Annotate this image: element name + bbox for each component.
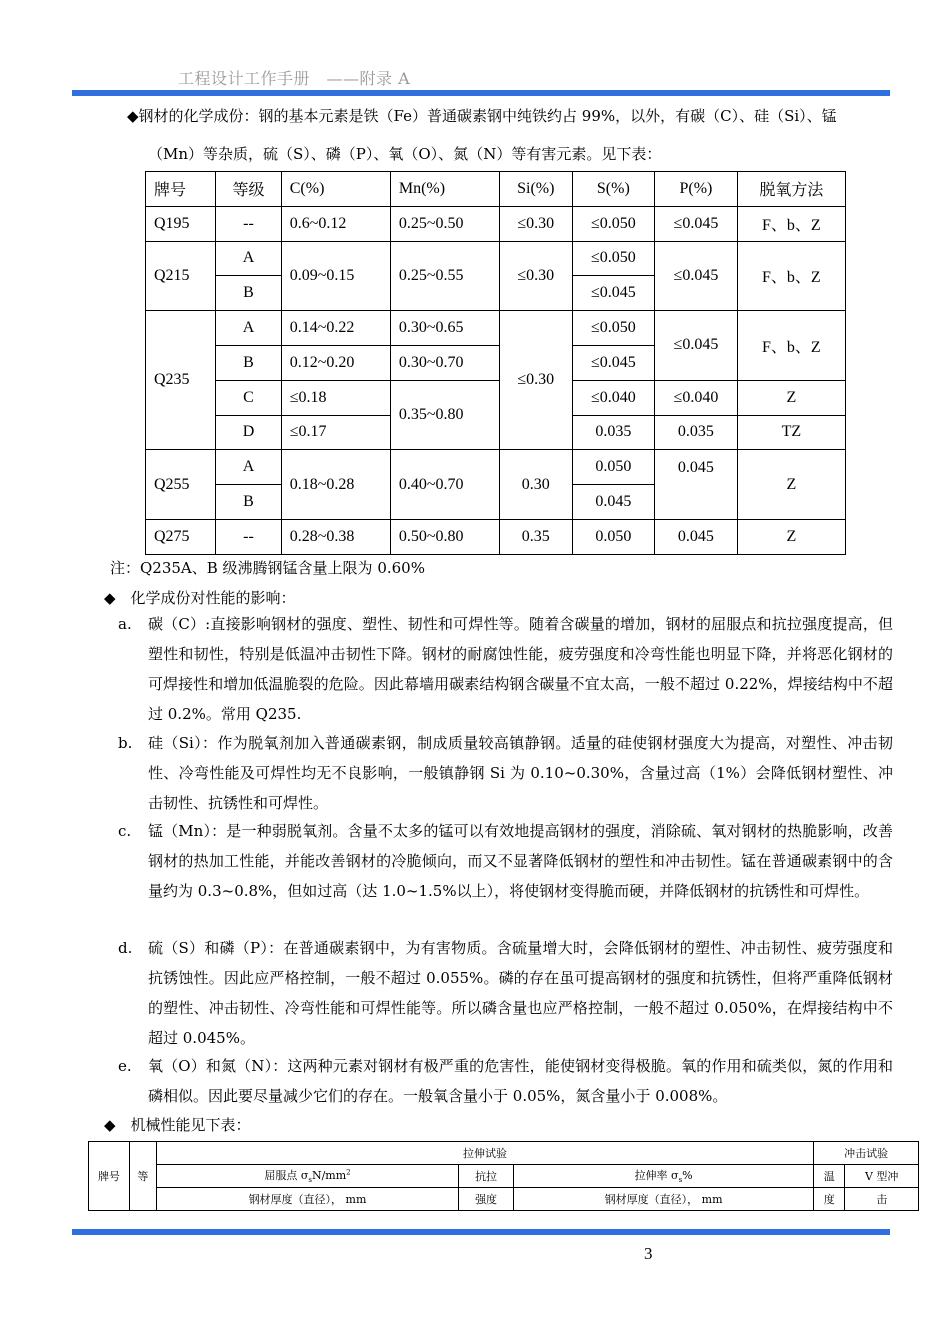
item-text-oxygen-nitrogen: 氧（O）和氮（N）：这两种元素对钢材有极严重的危害性，能使钢材变得极脆。氧的作用和硫类似，氮的作用和磷相似。因此要尽量减少它们的存在。一般氧含量小于 0.05%，氮含量小于 0.008%。 (148, 1057, 893, 1105)
chemical-composition-table (145, 171, 846, 555)
table-cell: ≤0.040 (655, 380, 738, 415)
table-cell: 温 (814, 1165, 845, 1188)
table-cell: B (216, 485, 282, 520)
table-cell: 强度 (459, 1188, 514, 1211)
table-cell: 0.045 (655, 519, 738, 554)
table-cell: 拉伸试验 (156, 1142, 813, 1165)
table-cell: A (216, 450, 282, 485)
table-cell: 0.035 (655, 415, 738, 450)
intro-line-1: ◆钢材的化学成份：钢的基本元素是铁（Fe）普通碳素钢中纯铁约占 99%，以外，有碳（C）、硅（Si）、锰 (127, 107, 837, 125)
table-cell: ≤0.045 (655, 206, 738, 241)
item-label: e. (118, 1057, 132, 1075)
table-cell-empty (655, 485, 738, 520)
table-cell: Q215 (146, 241, 216, 311)
table-cell: 0.050 (572, 450, 655, 485)
table-cell: Q255 (146, 450, 216, 520)
running-header: 工程设计工作手册 ——附录 A (178, 69, 411, 88)
header-cell: Si(%) (499, 172, 572, 207)
table-cell: A (216, 241, 282, 276)
table-cell: 0.050 (572, 519, 655, 554)
table-cell: F、b、Z (737, 241, 845, 311)
table-cell: 0.28~0.38 (281, 519, 390, 554)
table-row (89, 1165, 919, 1188)
table-cell: 钢材厚度（直径）， mm (514, 1188, 814, 1211)
elongation-unit: % (682, 1169, 693, 1183)
header-cell: P(%) (655, 172, 738, 207)
table-cell: Q275 (146, 519, 216, 554)
item-label: a. (118, 615, 132, 633)
table-cell: 0.30~0.70 (390, 345, 499, 380)
mechanical-heading: ◆ 机械性能见下表： (104, 1116, 251, 1134)
table-row (146, 380, 846, 415)
intro-line-2: （Mn）等杂质，硫（S）、磷（P）、氧（O）、氮（N）等有害元素。见下表： (148, 145, 662, 163)
table-cell: ≤0.045 (572, 276, 655, 311)
table-row (89, 1142, 919, 1165)
header-cell: 牌号 (146, 172, 216, 207)
elongation-label: 拉伸率 σ (634, 1169, 679, 1183)
page-number: 3 (644, 1244, 653, 1263)
influence-heading: ◆ 化学成份对性能的影响： (104, 589, 296, 607)
table-cell: Z (737, 519, 845, 554)
table-cell: F、b、Z (737, 311, 845, 381)
table-cell: ≤0.050 (572, 311, 655, 346)
table-cell: 0.40~0.70 (390, 450, 499, 520)
table-row (146, 311, 846, 346)
table-cell: ≤0.045 (655, 241, 738, 311)
table-cell: 0.30~0.65 (390, 311, 499, 346)
table-cell: ≤0.18 (281, 380, 390, 415)
table-row (146, 450, 846, 485)
table-cell: ≤0.045 (572, 345, 655, 380)
table-row (146, 241, 846, 276)
table-cell (156, 1165, 458, 1188)
table-cell: -- (216, 206, 282, 241)
yield-subscript: s (308, 1176, 312, 1185)
header-cell: Mn(%) (390, 172, 499, 207)
table-cell (514, 1165, 814, 1188)
table-header-row (146, 172, 846, 207)
mechanical-properties-table (88, 1141, 919, 1211)
table-cell: ≤0.30 (499, 241, 572, 311)
table-row (89, 1188, 919, 1211)
table-cell: 抗拉 (459, 1165, 514, 1188)
table-cell: 0.30 (499, 450, 572, 520)
table-cell: 0.045 (655, 450, 738, 485)
item-text-manganese: 锰（Mn）：是一种弱脱氧剂。含量不太多的锰可以有效地提高钢材的强度，消除硫、氧对钢材的热脆影响，改善钢材的热加工性能，并能改善钢材的冷脆倾向，而又不显著降低钢材的塑性和冲击韧性。锰在普通碳素钢中的含量约为 0.3~0.8%，但如过高（达 1.0~1.5%以上），将使钢材变得脆而硬，并降低钢材的抗锈性和可焊性。 (148, 822, 893, 900)
item-label: b. (118, 734, 133, 752)
table-cell: 度 (814, 1188, 845, 1211)
header-cell: C(%) (281, 172, 390, 207)
table-cell: 0.35 (499, 519, 572, 554)
table-cell: ≤0.045 (655, 311, 738, 381)
table-cell: Q235 (146, 311, 216, 450)
table-cell: 0.09~0.15 (281, 241, 390, 311)
table-cell: ≤0.30 (499, 311, 572, 450)
table-cell: Z (737, 380, 845, 415)
table-cell: B (216, 276, 282, 311)
table-cell: C (216, 380, 282, 415)
table-cell: -- (216, 519, 282, 554)
table-cell: ≤0.050 (572, 241, 655, 276)
table-row (146, 519, 846, 554)
item-text-silicon: 硅（Si）：作为脱氧剂加入普通碳素钢，制成质量较高镇静钢。适量的硅使钢材强度大为提高，对塑性、冲击韧性、冷弯性能及可焊性均无不良影响，一般镇静钢 Si 为 0.10~0.30%，含量过高（1%）会降低钢材塑性、冲击韧性、抗锈性和可焊性。 (148, 734, 893, 812)
yield-unit: N/mm (311, 1169, 347, 1183)
table-cell: 0.14~0.22 (281, 311, 390, 346)
table-cell: ≤0.050 (572, 206, 655, 241)
yield-label: 屈服点 σ (264, 1169, 309, 1183)
item-text-carbon: 碳（C）:直接影响钢材的强度、塑性、韧性和可焊性等。随着含碳量的增加，钢材的屈服点和抗拉强度提高，但塑性和韧性，特别是低温冲击韧性下降。钢材的耐腐蚀性能，疲劳强度和冷弯性能也明显下降，并将恶化钢材的可焊接性和增加低温脆裂的危险。因此幕墙用碳素结构钢含碳量不宜太高，一般不超过 0.22%，焊接结构中不超过 0.2%。常用 Q235. (148, 615, 893, 723)
footer-rule (72, 1229, 890, 1235)
item-label: d. (118, 939, 133, 957)
table-cell: 钢材厚度（直径）， mm (156, 1188, 458, 1211)
table-cell: 0.035 (572, 415, 655, 450)
table-cell: 0.25~0.55 (390, 241, 499, 311)
header-cell: 等级 (216, 172, 282, 207)
table-cell: 0.35~0.80 (390, 380, 499, 450)
table-row (146, 206, 846, 241)
table-cell: 0.25~0.50 (390, 206, 499, 241)
table-cell: 冲击试验 (814, 1142, 919, 1165)
table-cell: F、b、Z (737, 206, 845, 241)
table-cell: D (216, 415, 282, 450)
table-cell: Z (737, 450, 845, 520)
table-cell: Q195 (146, 206, 216, 241)
table-note: 注：Q235A、B 级沸腾钢锰含量上限为 0.60% (110, 559, 425, 577)
item-label: c. (118, 822, 132, 840)
table-cell: A (216, 311, 282, 346)
table-cell: ≤0.040 (572, 380, 655, 415)
table-cell: 等 (129, 1142, 156, 1211)
table-cell: ≤0.17 (281, 415, 390, 450)
table-cell: TZ (737, 415, 845, 450)
table-cell: B (216, 345, 282, 380)
table-cell: 0.045 (572, 485, 655, 520)
table-cell: 0.6~0.12 (281, 206, 390, 241)
table-cell: 0.50~0.80 (390, 519, 499, 554)
header-cell: S(%) (572, 172, 655, 207)
table-cell: ≤0.30 (499, 206, 572, 241)
header-rule (72, 90, 890, 96)
table-cell: 0.12~0.20 (281, 345, 390, 380)
table-cell: 牌号 (89, 1142, 130, 1211)
yield-superscript: 2 (346, 1168, 351, 1177)
table-cell: 0.18~0.28 (281, 450, 390, 520)
header-cell: 脱氧方法 (737, 172, 845, 207)
item-text-sulfur-phosphorus: 硫（S）和磷（P）：在普通碳素钢中，为有害物质。含硫量增大时，会降低钢材的塑性、冲击韧性、疲劳强度和抗锈蚀性。因此应严格控制，一般不超过 0.055%。磷的存在虽可提高钢材的强度和抗锈性，但将严重降低钢材的塑性、冲击韧性、冷弯性能和可焊性能等。所以磷含量也应严格控制，一般不超过 0.050%，在焊接结构中不超过 0.045%。 (148, 939, 893, 1047)
table-cell: V 型冲 (845, 1165, 919, 1188)
elongation-subscript: s (678, 1176, 683, 1185)
table-cell: 击 (845, 1188, 919, 1211)
